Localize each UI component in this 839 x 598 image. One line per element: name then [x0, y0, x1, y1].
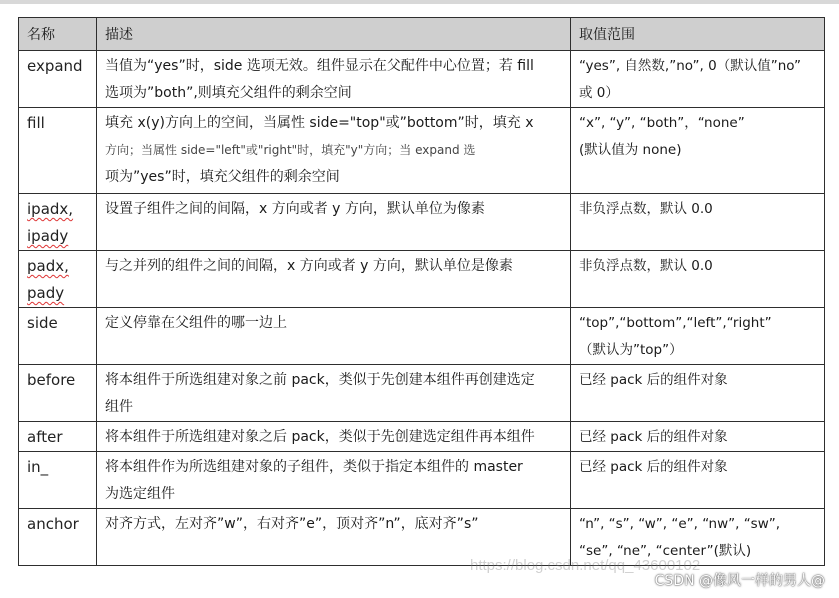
desc-line: 当值为“yes”时，side 选项无效。组件显示在父配件中心位置；若 fill [105, 58, 534, 74]
table-row [19, 251, 825, 308]
param-range [571, 108, 825, 194]
desc-line: 设置子组件之间的间隔，x 方向或者 y 方向，默认单位为像素 [105, 201, 485, 217]
range-line: 非负浮点数，默认 0.0 [579, 201, 713, 217]
table-row [19, 51, 825, 108]
param-range [571, 51, 825, 108]
param-range [571, 452, 825, 509]
param-description [97, 108, 571, 194]
top-border [0, 0, 839, 4]
param-name-line: ipadx, [27, 200, 74, 218]
desc-line: 将本组件于所选组建对象之前 pack，类似于先创建本组件再创建选定 [105, 372, 535, 388]
table-row [19, 365, 825, 422]
desc-line: 选项为”both”,则填充父组件的剩余空间 [105, 85, 352, 101]
param-description [97, 452, 571, 509]
param-description [97, 51, 571, 108]
desc-line: 项为”yes”时，填充父组件的剩余空间 [105, 169, 340, 185]
table-row [19, 194, 825, 251]
param-range [571, 194, 825, 251]
header-description: 描述 [97, 18, 571, 51]
desc-line: 将本组件作为所选组建对象的子组件，类似于指定本组件的 master [105, 459, 523, 475]
pack-options-table [18, 17, 825, 566]
header-range: 取值范围 [571, 18, 825, 51]
desc-line: 与之并列的组件之间的间隔，x 方向或者 y 方向，默认单位是像素 [105, 258, 513, 274]
param-description [97, 422, 571, 452]
param-range [571, 251, 825, 308]
csdn-watermark: CSDN @像风一样的男人@ [654, 573, 825, 589]
range-line: 已经 pack 后的组件对象 [579, 372, 728, 388]
range-line: (默认值为 none) [579, 142, 682, 158]
desc-line: 为选定组件 [105, 486, 175, 502]
param-range [571, 422, 825, 452]
table-header-row [19, 18, 825, 51]
param-name: side [19, 308, 97, 365]
range-line: 非负浮点数，默认 0.0 [579, 258, 713, 274]
param-description [97, 194, 571, 251]
range-line: “n”, “s”, “w”, “e”, “nw”, “sw”, [579, 516, 781, 532]
header-name: 名称 [19, 18, 97, 51]
desc-line: 将本组件于所选组建对象之后 pack，类似于先创建选定组件再本组件 [105, 429, 535, 445]
param-name: anchor [19, 509, 97, 566]
param-name [19, 251, 97, 308]
param-name: after [19, 422, 97, 452]
table-row [19, 308, 825, 365]
range-line: “yes”, 自然数,”no”, 0（默认值”no” [579, 58, 802, 74]
param-name-line: ipady [27, 227, 69, 245]
url-watermark: https://blog.csdn.net/qq_43600102 [470, 557, 701, 574]
param-name: before [19, 365, 97, 422]
param-name: fill [19, 108, 97, 194]
param-name-line: padx, [27, 257, 69, 275]
param-description [97, 365, 571, 422]
param-name: expand [19, 51, 97, 108]
range-line: 已经 pack 后的组件对象 [579, 459, 728, 475]
table-row [19, 452, 825, 509]
desc-line: 组件 [105, 399, 133, 415]
desc-line: 对齐方式，左对齐”w”，右对齐”e”，顶对齐”n”，底对齐”s” [105, 516, 479, 532]
param-name-line: pady [27, 284, 65, 302]
desc-line: 定义停靠在父组件的哪一边上 [105, 315, 287, 331]
param-description [97, 308, 571, 365]
desc-line: 填充 x(y)方向上的空间，当属性 side="top"或”bottom”时，填充 x [105, 115, 534, 131]
param-description [97, 251, 571, 308]
param-name [19, 194, 97, 251]
range-line: “se”, “ne”, “center”(默认) [579, 543, 752, 559]
table-row [19, 509, 825, 566]
param-range [571, 308, 825, 365]
range-line: （默认为”top”） [579, 342, 683, 358]
desc-line: 方向；当属性 side="left"或"right"时，填充"y"方向；当 expand 选 [105, 143, 476, 157]
param-name: in_ [19, 452, 97, 509]
range-line: 已经 pack 后的组件对象 [579, 429, 728, 445]
range-line: 或 0） [579, 85, 619, 101]
param-range [571, 365, 825, 422]
table-row [19, 422, 825, 452]
range-line: “x”, “y”, “both”，“none” [579, 115, 745, 131]
table-row [19, 108, 825, 194]
range-line: “top”,“bottom”,“left”,“right” [579, 315, 772, 331]
